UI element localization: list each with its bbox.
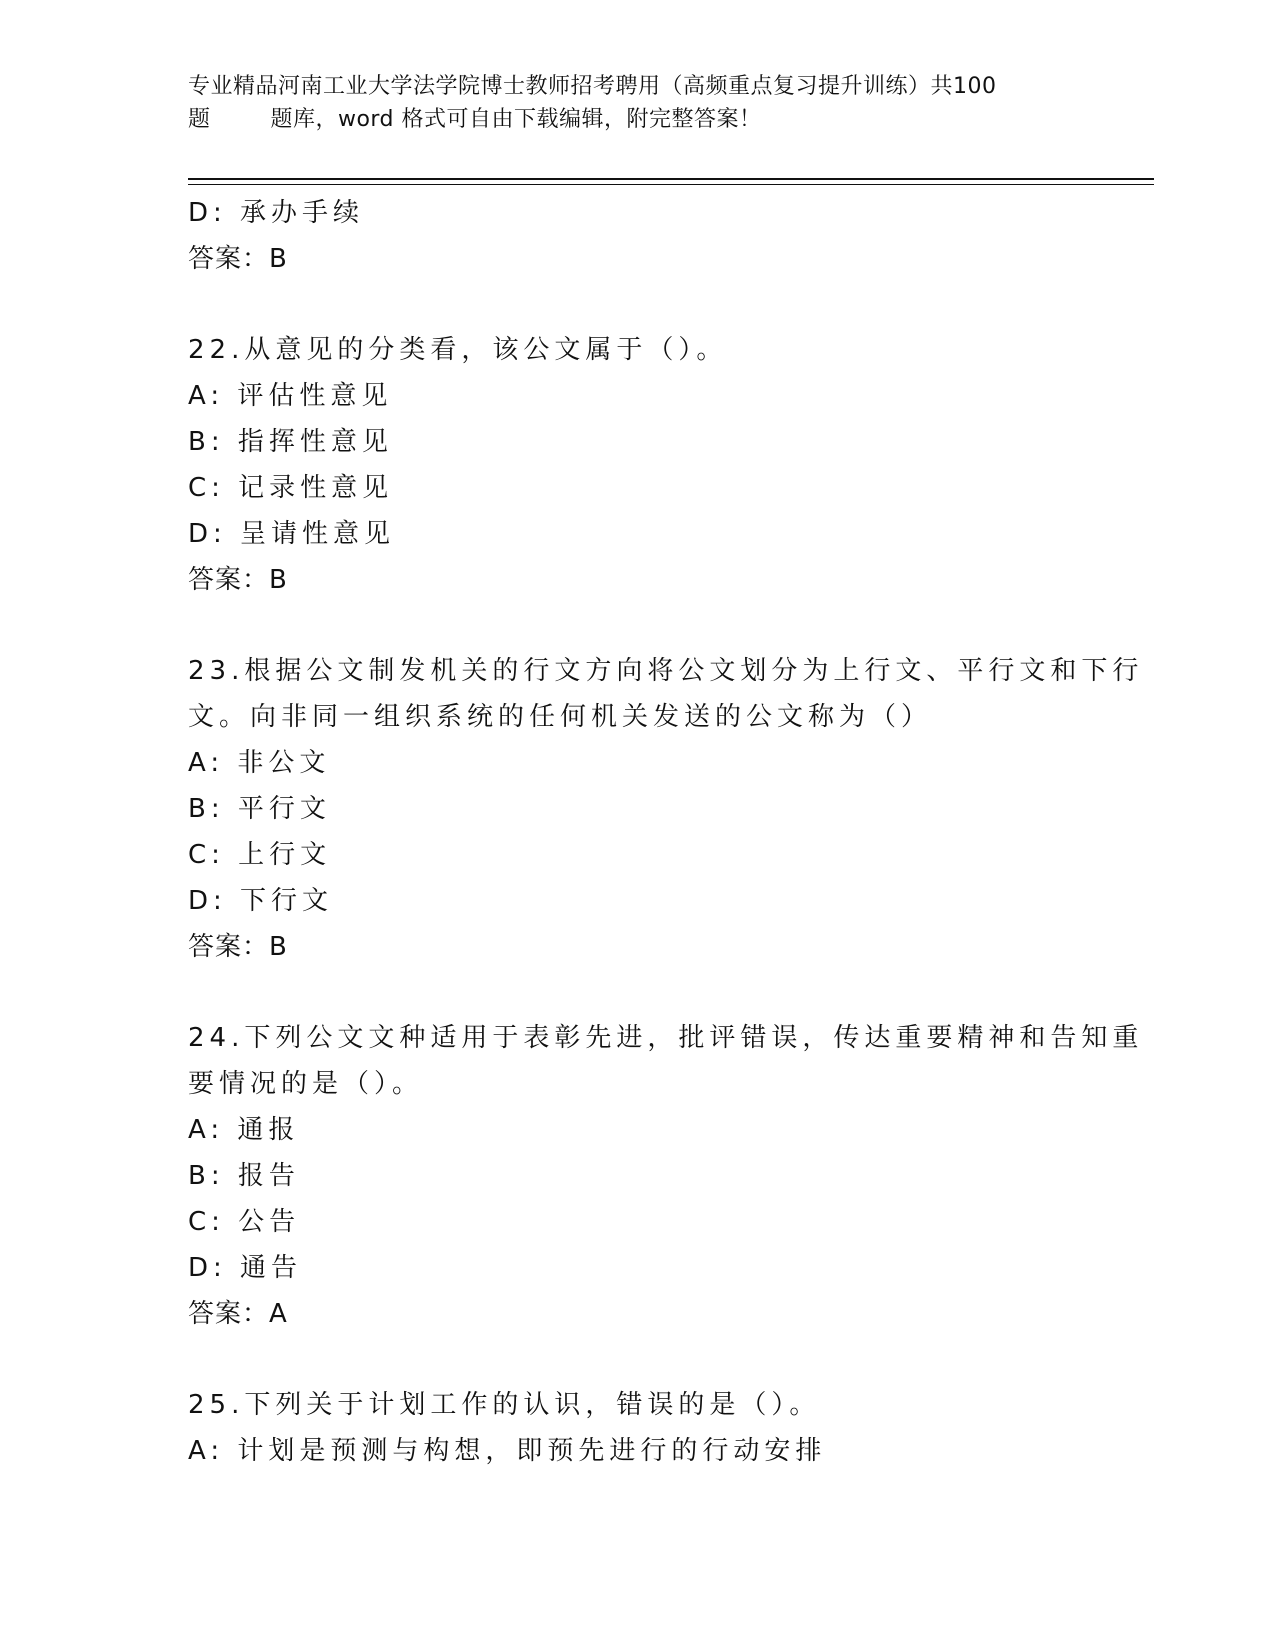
option-b: B: 平行文	[188, 794, 331, 824]
answer: 答案：B	[188, 565, 288, 595]
question-stem-line-1: 24.下列公文文种适用于表彰先进，批评错误，传达重要精神和告知重	[188, 1023, 1144, 1053]
question-stem-line-2: 要情况的是（）。	[188, 1069, 424, 1099]
header-divider-thin	[188, 184, 1154, 185]
prev-answer: 答案：B	[188, 244, 288, 274]
question-stem-line-2: 文。向非同一组织系统的任何机关发送的公文称为（）	[188, 702, 933, 732]
spacer	[188, 282, 1088, 327]
prev-option-d: D: 承办手续	[188, 198, 365, 228]
spacer	[188, 603, 1088, 648]
option-d: D: 通告	[188, 1253, 303, 1283]
option-a: A: 非公文	[188, 748, 331, 778]
answer: 答案：A	[188, 1299, 288, 1329]
header-title-line-2: 题 题库，word 格式可自由下载编辑，附完整答案！	[188, 107, 762, 132]
header-divider-thick	[188, 178, 1154, 180]
spacer	[188, 1337, 1088, 1382]
option-d: D: 呈请性意见	[188, 519, 396, 549]
option-b: B: 指挥性意见	[188, 427, 393, 457]
question-22	[188, 327, 1088, 603]
option-c: C: 公告	[188, 1207, 301, 1237]
option-a: A: 计划是预测与构想，即预先进行的行动安排	[188, 1436, 827, 1466]
option-c: C: 记录性意见	[188, 473, 394, 503]
option-b: B: 报告	[188, 1161, 300, 1191]
document-header	[188, 70, 1088, 136]
question-25	[188, 1382, 1088, 1474]
question-stem-line-1: 23.根据公文制发机关的行文方向将公文划分为上行文、平行文和下行	[188, 656, 1144, 686]
question-23	[188, 648, 1144, 970]
option-a: A: 通报	[188, 1115, 300, 1145]
answer: 答案：B	[188, 932, 288, 962]
question-stem: 25.下列关于计划工作的认识，错误的是（）。	[188, 1390, 821, 1420]
question-stem: 22.从意见的分类看，该公文属于（）。	[188, 335, 728, 365]
question-24	[188, 1015, 1144, 1337]
question-list	[188, 190, 1144, 1474]
option-c: C: 上行文	[188, 840, 332, 870]
option-d: D: 下行文	[188, 886, 334, 916]
header-title-line-1: 专业精品河南工业大学法学院博士教师招考聘用（高频重点复习提升训练）共100	[188, 74, 997, 99]
spacer	[188, 970, 1088, 1015]
option-a: A: 评估性意见	[188, 381, 393, 411]
